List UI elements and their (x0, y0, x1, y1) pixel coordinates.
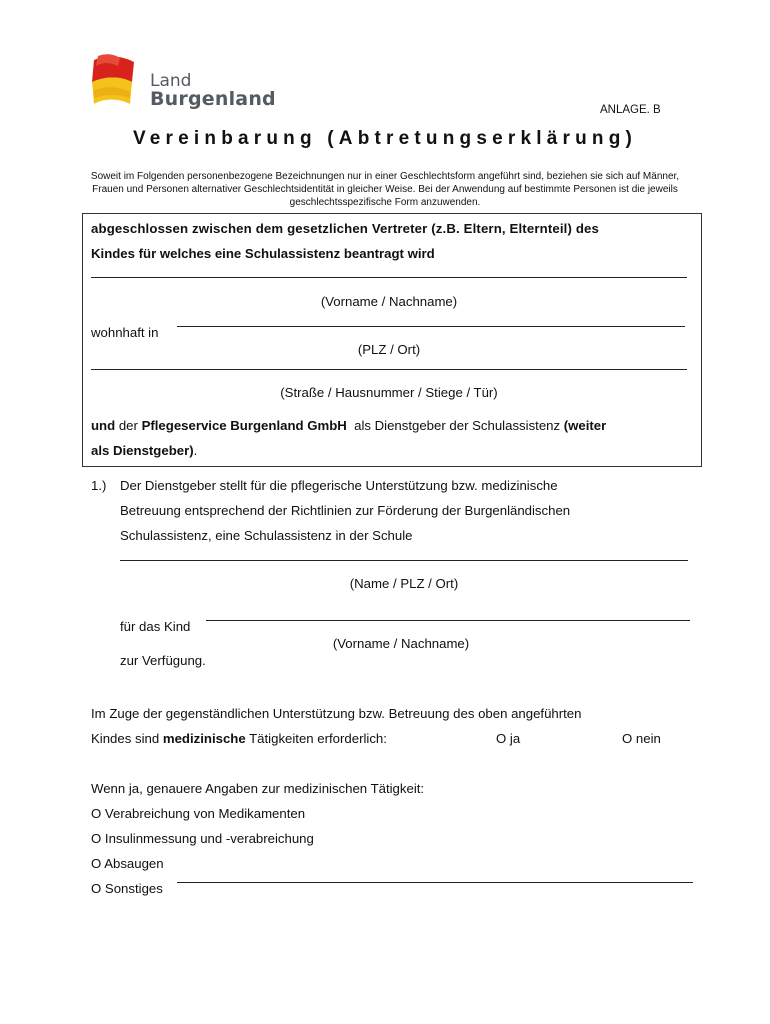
annex-label: ANLAGE. B (600, 104, 661, 116)
child-name-caption: (Vorname / Nachname) (332, 636, 470, 651)
weiter-close: als Dienstgeber) (91, 443, 194, 458)
employer-line2 (91, 443, 197, 458)
details-heading: Wenn ja, genauere Angaben zur medizinischen Tätigkeit: (91, 781, 425, 796)
intro-text: Soweit im Folgenden personenbezogene Bezeichnungen nur in einer Geschlechtsform angeführt sind, beziehen sie sich auf Männer, Frauen und Personen alternativer Geschlechtsidentität in gleicher Weise. Bei der Anwendung auf bestimmte Personen ist die jeweils geschlechtsspezifische Form anzuwenden. (90, 171, 680, 208)
box-heading-line2: Kindes für welches eine Schulassistenz beantragt wird (91, 246, 435, 261)
street-caption: (Straße / Hausnummer / Stiege / Tür) (280, 385, 498, 400)
guardian-name-caption: (Vorname / Nachname) (320, 294, 458, 309)
employer-line (91, 418, 606, 433)
option-other[interactable]: O Sonstiges (91, 881, 163, 896)
option-suction[interactable]: O Absaugen (91, 856, 164, 871)
medical-line2 (91, 731, 387, 746)
street-field[interactable] (91, 369, 687, 370)
and-word: und (91, 418, 116, 433)
medical-suffix: Tätigkeiten erforderlich: (249, 731, 387, 746)
logo-line1: Land (150, 71, 192, 91)
option-no[interactable]: O nein (622, 731, 661, 746)
medical-bold: medizinische (162, 731, 246, 746)
section1-closing: zur Verfügung. (120, 653, 206, 668)
option-medication[interactable]: O Verabreichung von Medikamenten (91, 806, 306, 821)
land-burgenland-logo (88, 48, 276, 118)
company-name: Pflegeservice Burgenland GmbH (141, 418, 347, 433)
section1-line3: Schulassistenz, eine Schulassistenz in der Schule (120, 528, 413, 543)
weiter-open: (weiter (563, 418, 607, 433)
der-word: der (118, 418, 138, 433)
child-label: für das Kind (120, 619, 191, 634)
option-yes[interactable]: O ja (496, 731, 521, 746)
guardian-name-field[interactable] (91, 277, 687, 278)
employer-text: als Dienstgeber der Schulassistenz (354, 418, 561, 433)
medical-prefix: Kindes sind (91, 731, 160, 746)
school-caption: (Name / PLZ / Ort) (349, 576, 459, 591)
section1-line2: Betreuung entsprechend der Richtlinien zur Förderung der Burgenländischen (120, 503, 571, 518)
box-heading-line1: abgeschlossen zwischen dem gesetzlichen Vertreter (z.B. Eltern, Elternteil) des (91, 221, 600, 236)
period: . (193, 443, 198, 458)
logo-line2: Burgenland (150, 88, 276, 110)
other-field[interactable] (177, 882, 693, 883)
school-field[interactable] (120, 560, 688, 561)
child-name-field[interactable] (206, 620, 690, 621)
option-insulin[interactable]: O Insulinmessung und -verabreichung (91, 831, 314, 846)
plz-caption: (PLZ / Ort) (357, 342, 421, 357)
residence-field[interactable] (177, 326, 685, 327)
medical-line1: Im Zuge der gegenständlichen Unterstützung bzw. Betreuung des oben angeführten (91, 706, 582, 721)
section1-line1: Der Dienstgeber stellt für die pflegerische Unterstützung bzw. medizinische (120, 478, 558, 493)
section1-number: 1.) (91, 478, 107, 493)
flag-icon (88, 52, 150, 114)
residence-label: wohnhaft in (91, 325, 159, 340)
document-title: Vereinbarung (Abtretungserklärung) (132, 128, 638, 149)
